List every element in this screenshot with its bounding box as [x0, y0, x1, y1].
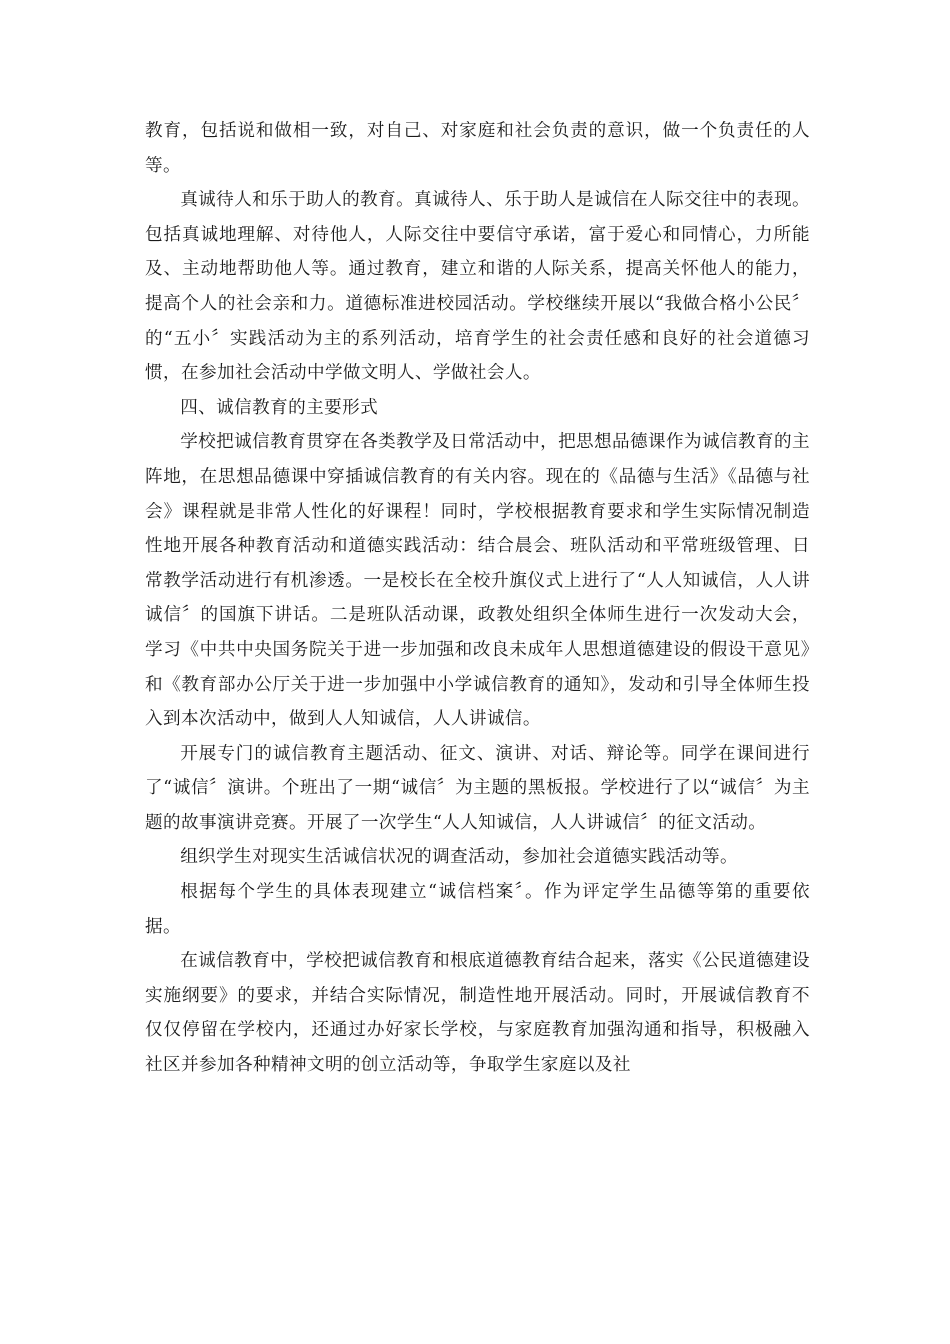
paragraph-moral-education: 在诚信教育中，学校把诚信教育和根底道德教育结合起来，落实《公民道德建设实施纲要》的要求，并结合实际情况，制造性地开展活动。同时，开展诚信教育不仅仅停留在学校内，还通过办好家长学校，与家庭教育加强沟通和指导，积极融入社区并参加各种精神文明的创立活动等，争取学生家庭以及社: [145, 951, 810, 1076]
paragraph-theme-activities: 开展专门的诚信教育主题活动、征文、演讲、对话、辩论等。同学在课间进行了“诚信〞演讲。个班出了一期“诚信〞为主题的黑板报。学校进行了以“诚信〞为主题的故事演讲竞赛。开展了一次学生“人人知诚信，人人讲诚信〞的征文活动。: [145, 743, 810, 833]
paragraph-integrity-records: 根据每个学生的具体表现建立“诚信档案〞。作为评定学生品德等第的重要依据。: [145, 882, 810, 937]
paragraph-responsibility-continued: 教育，包括说和做相一致，对自己、对家庭和社会负责的意识，做一个负责任的人等。: [145, 121, 810, 176]
section-heading-forms: 四、诚信教育的主要形式: [180, 397, 379, 418]
paragraph-sincerity-helping: 真诚待人和乐于助人的教育。真诚待人、乐于助人是诚信在人际交往中的表现。包括真诚地理解、对待他人，人际交往中要信守承诺，富于爱心和同情心，力所能及、主动地帮助他人等。通过教育，建立和谐的人际关系，提高关怀他人的能力，提高个人的社会亲和力。道德标准进校园活动。学校继续开展以“我做合格小公民〞的“五小〞实践活动为主的系列活动，培育学生的社会责任感和良好的社会道德习惯，在参加社会活动中学做文明人、学做社会人。: [145, 190, 810, 384]
paragraph-survey-activities: 组织学生对现实生活诚信状况的调查活动，参加社会道德实践活动等。: [180, 847, 738, 868]
paragraph-school-integration: 学校把诚信教育贯穿在各类教学及日常活动中，把思想品德课作为诚信教育的主阵地，在思想品德课中穿插诚信教育的有关内容。现在的《品德与生活》《品德与社会》课程就是非常人性化的好课程！同时，学校根据教育要求和学生实际情况制造性地开展各种教育活动和道德实践活动：结合晨会、班队活动和平常班级管理、日常教学活动进行有机渗透。一是校长在全校升旗仪式上进行了“人人知诚信，人人讲诚信〞的国旗下讲话。二是班队活动课，政教处组织全体师生进行一次发动大会，学习《中共中央国务院关于进一步加强和改良未成年人思想道德建设的假设干意见》和《教育部办公厅关于进一步加强中小学诚信教育的通知》，发动和引导全体师生投入到本次活动中，做到人人知诚信，人人讲诚信。: [145, 432, 810, 730]
document-body: [145, 114, 810, 1083]
